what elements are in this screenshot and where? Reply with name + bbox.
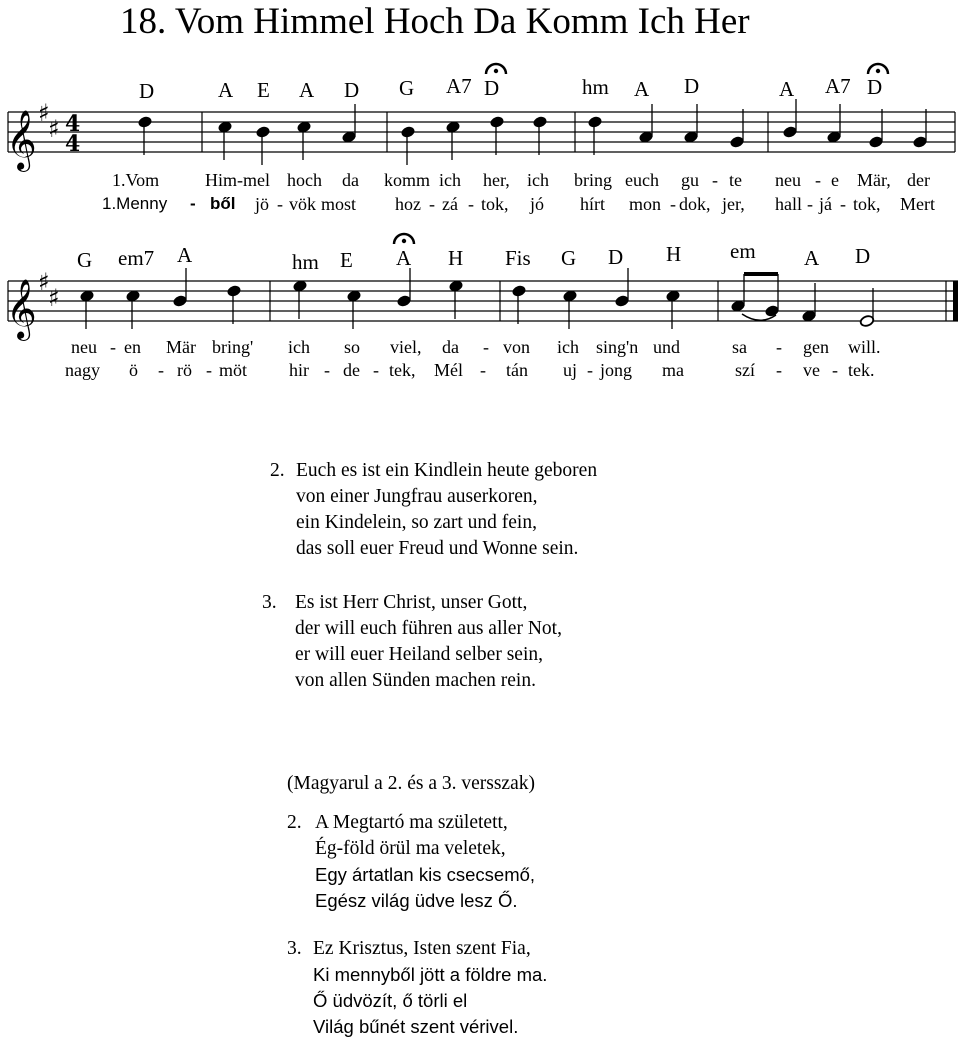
chord-symbol: A (634, 77, 650, 101)
sharp-sign-icon: ♯ (38, 99, 50, 127)
lyric-syllable: jong (600, 360, 633, 380)
verse-line: Egész világ üdve lesz Ő. (315, 890, 518, 911)
lyric-syllable: viel, (390, 337, 422, 357)
chord-symbol: D (855, 244, 871, 268)
lyric-syllable: hírt (580, 194, 605, 214)
verse-number: 2. (287, 812, 302, 833)
lyric-syllable: en (124, 337, 141, 357)
lyric-syllable: Mert (900, 194, 935, 214)
lyric-syllable: zá (442, 194, 458, 214)
lyric-syllable: jer, (722, 194, 745, 214)
chord-symbol: Fis (505, 246, 531, 270)
chord-symbol: A (177, 243, 193, 267)
chord-symbol: D (139, 79, 155, 103)
lyric-syllable: dok, (679, 194, 711, 214)
lyric-syllable: de (343, 360, 360, 380)
treble-clef-icon: 𝄞 (6, 110, 37, 170)
sharp-sign-icon: ♯ (38, 268, 50, 296)
sharp-sign-icon: ♯ (48, 115, 60, 143)
chord-symbol: A7 (446, 74, 472, 98)
lyric-syllable: und (653, 337, 680, 357)
chord-symbol: em7 (118, 246, 155, 270)
verse-line: ein Kindelein, so zart und fein, (296, 512, 537, 533)
verse-number: 2. (270, 460, 285, 481)
lyric-syllable: tán (506, 360, 528, 380)
chord-symbol: H (448, 246, 464, 270)
fermata-icon (394, 234, 414, 244)
lyric-hyphen: - (373, 360, 379, 380)
chord-symbol: A (804, 246, 820, 270)
chord-symbol: D (867, 75, 883, 99)
lyric-hyphen: - (840, 194, 846, 214)
chord-symbol: H (666, 242, 682, 266)
lyric-syllable: Mär, (857, 170, 891, 190)
verse-line: von allen Sünden machen rein. (295, 670, 536, 691)
lyric-syllable: hall (775, 194, 802, 214)
lyric-hyphen: - (712, 170, 718, 190)
verse-line: Ég-föld örül ma veletek, (315, 838, 506, 859)
lyric-hyphen: - (277, 194, 283, 214)
lyric-syllable: bring' (212, 337, 254, 357)
lyric-syllable: ö (129, 360, 138, 380)
lyric-syllable: komm (384, 170, 431, 190)
verse-line: er will euer Heiland selber sein, (295, 644, 543, 665)
lyric-syllable: bring (574, 170, 612, 190)
lyric-syllable: vök (289, 194, 316, 214)
verse-line: Ki mennyből jött a földre ma. (313, 964, 548, 985)
staff-lines-1 (8, 112, 955, 152)
lyric-hyphen: - (468, 194, 474, 214)
lyric-syllable: neu (71, 337, 97, 357)
chord-symbol: A (218, 78, 234, 102)
lyric-hyphen: - (807, 194, 813, 214)
lyric-hyphen: - (158, 360, 164, 380)
lyric-hyphen: - (429, 194, 435, 214)
chord-symbol: A7 (825, 74, 851, 98)
lyric-syllable: der (907, 170, 930, 190)
lyric-hyphen: - (110, 337, 116, 357)
lyric-syllable: ma (662, 360, 684, 380)
lyric-syllable: euch (625, 170, 659, 190)
time-signature-icon: 4 (65, 111, 81, 137)
lyric-syllable: jó (530, 194, 545, 214)
lyric-hyphen: - (776, 337, 782, 357)
verse-hu-2 (287, 810, 536, 914)
lyric-syllable: ve (803, 360, 820, 380)
lyric-syllable: gen (803, 337, 829, 357)
lyric-hyphen: - (324, 360, 330, 380)
verse-line: Ő üdvözít, ő törli el (313, 990, 468, 1011)
chord-symbol: hm (292, 250, 319, 274)
lyric-syllable: will. (848, 337, 881, 357)
lyric-syllable: tek. (848, 360, 875, 380)
lyric-syllable: rö (177, 360, 192, 380)
lyric-syllable: 1.Vom (112, 170, 160, 190)
verse-number: 3. (287, 938, 302, 959)
verse-line: Világ bűnét szent vérivel. (313, 1016, 519, 1037)
verse-line: der will euch führen aus aller Not, (295, 618, 562, 639)
lyric-hyphen: - (587, 360, 593, 380)
lyric-hyphen: - (832, 360, 838, 380)
time-signature-icon: 4 (65, 131, 81, 157)
lyric-hyphen: - (776, 360, 782, 380)
hungarian-section-heading: (Magyarul a 2. és a 3. versszak) (287, 773, 535, 794)
lyric-syllable: ich (557, 337, 579, 357)
verse-line: Egy ártatlan kis csecsemő, (315, 864, 536, 885)
lyric-syllable: szí (735, 360, 755, 380)
verse-de-3 (262, 590, 562, 694)
sharp-sign-icon: ♯ (48, 284, 60, 312)
lyric-syllable: da (442, 337, 459, 357)
lyric-syllable: da (342, 170, 359, 190)
fermata-icon (486, 64, 506, 74)
lyric-hyphen: - (815, 170, 821, 190)
lyric-syllable: hoz (395, 194, 421, 214)
lyric-syllable: hoch (287, 170, 322, 190)
verse-line: Es ist Herr Christ, unser Gott, (295, 592, 528, 613)
music-staves (0, 0, 960, 420)
final-barline (953, 281, 958, 321)
lyric-syllable: Mél (434, 360, 463, 380)
lyric-syllable: von (503, 337, 530, 357)
lyric-syllable: tek, (389, 360, 416, 380)
lyric-hyphen: - (670, 194, 676, 214)
lyric-hyphen: - (206, 360, 212, 380)
lyric-syllable: Mär (166, 337, 196, 357)
lyric-syllable: te (729, 170, 742, 190)
chord-symbol: em (730, 239, 756, 263)
lyric-syllable: neu (775, 170, 801, 190)
lyric-syllable: tok, (853, 194, 881, 214)
lyric-syllable: möt (219, 360, 248, 380)
verse-line: Ez Krisztus, Isten szent Fia, (313, 938, 531, 959)
lyric-syllable: já (819, 194, 832, 214)
lyric-syllable: sing'n (596, 337, 639, 357)
lyric-syllable: her, (483, 170, 510, 190)
lyric-syllable: ből (210, 194, 236, 213)
lyric-hyphen: - (480, 360, 486, 380)
lyric-syllable: uj (563, 360, 578, 380)
notes-staff-2 (80, 268, 875, 329)
lyric-syllable: tok, (481, 194, 509, 214)
lyric-syllable: most (321, 194, 357, 214)
lyric-hyphen: - (483, 337, 489, 357)
verse-de-2 (270, 458, 598, 562)
chord-symbol: G (77, 248, 93, 272)
chord-symbol: G (399, 76, 415, 100)
chord-symbol: A (396, 246, 412, 270)
chord-symbol: E (257, 78, 270, 102)
lyric-syllable: ich (439, 170, 461, 190)
chord-symbol: D (684, 74, 700, 98)
lyric-syllable: ich (527, 170, 549, 190)
chord-symbol: A (779, 77, 795, 101)
verse-hu-3 (287, 936, 548, 1040)
lyric-syllable: hir (289, 360, 309, 380)
verse-line: von einer Jungfrau auserkoren, (296, 486, 538, 507)
chord-symbol: G (561, 246, 577, 270)
fermata-icon (868, 64, 888, 74)
lyric-syllable: ich (288, 337, 310, 357)
lyric-syllable: jö (255, 194, 270, 214)
lyric-syllable: nagy (65, 360, 100, 380)
verse-line: A Megtartó ma született, (315, 812, 508, 833)
chord-symbol: E (340, 248, 353, 272)
chord-symbol: D (608, 245, 624, 269)
lyric-hyphen: - (190, 194, 196, 213)
lyric-syllable: Him-mel (205, 170, 270, 190)
lyric-syllable: 1.Menny (102, 194, 168, 213)
lyric-syllable: e (831, 170, 839, 190)
chord-symbol: D (344, 78, 360, 102)
lyric-syllable: gu (681, 170, 699, 190)
verse-line: Euch es ist ein Kindlein heute geboren (296, 460, 598, 481)
verse-line: das soll euer Freud und Wonne sein. (296, 538, 579, 559)
verse-number: 3. (262, 592, 277, 613)
treble-clef-icon: 𝄞 (6, 279, 37, 339)
lyric-syllable: so (344, 337, 361, 357)
chord-symbol: D (484, 76, 500, 100)
song-title: 18. Vom Himmel Hoch Da Komm Ich Her (120, 1, 750, 42)
lyric-syllable: mon (629, 194, 662, 214)
chord-symbol: A (299, 78, 315, 102)
chord-symbol: hm (582, 75, 609, 99)
lyric-syllable: sa (732, 337, 747, 357)
